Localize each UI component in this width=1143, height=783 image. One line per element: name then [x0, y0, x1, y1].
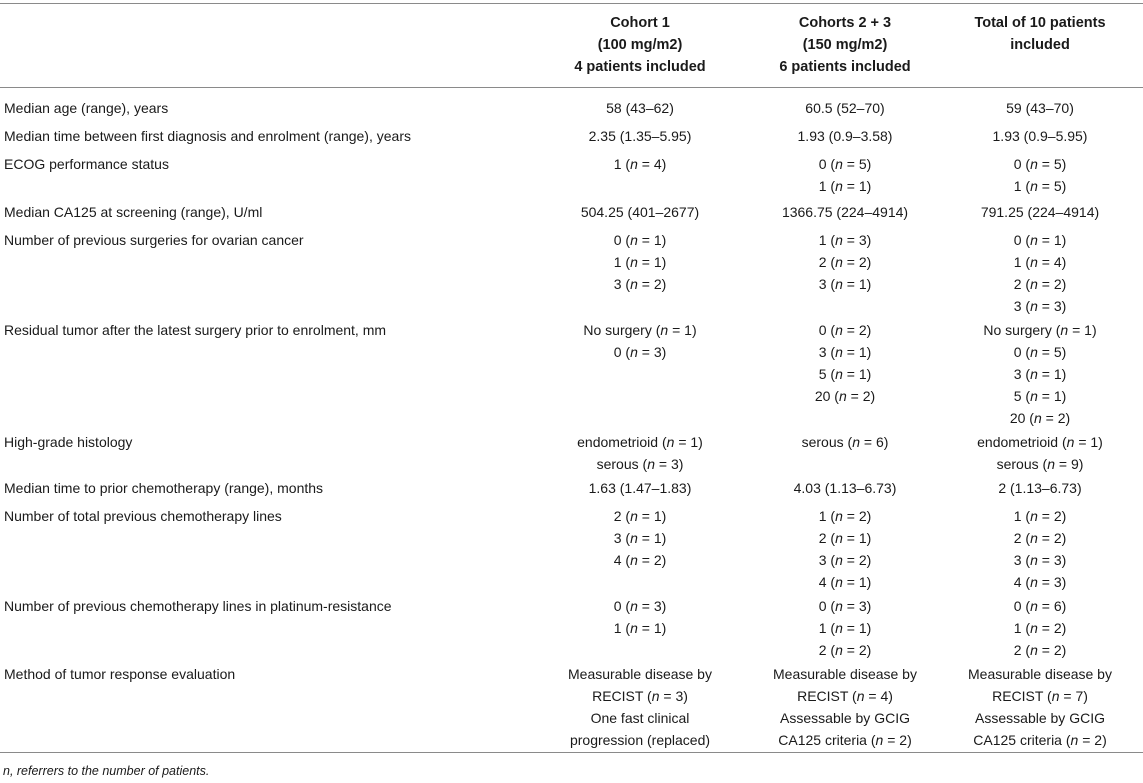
cell-line: 1 (n = 1): [818, 178, 872, 194]
row-label: ECOG performance status: [4, 156, 169, 172]
header-rule: [0, 87, 1143, 88]
cell-line: 2 (1.13–6.73): [998, 480, 1082, 496]
row-label: Median time to prior chemotherapy (range), months: [4, 480, 324, 496]
cell-c1: [540, 97, 740, 119]
cell-line: RECIST (n = 7): [992, 688, 1088, 704]
cell-line: 2 (n = 2): [1013, 642, 1067, 658]
cell-line: 1 (n = 2): [818, 508, 872, 524]
cell-line: 59 (43–70): [1006, 100, 1074, 116]
header-cohort-1-line: Cohort 1: [610, 15, 670, 31]
row-label: Median age (range), years: [4, 100, 169, 116]
cell-c1: [540, 125, 740, 147]
bottom-rule: [0, 752, 1143, 753]
cell-line: 0 (n = 1): [1013, 232, 1067, 248]
cell-c1: [540, 595, 740, 639]
cell-line: 20 (n = 2): [814, 388, 876, 404]
cell-c2: [745, 595, 945, 661]
cell-line: CA125 criteria (n = 2): [778, 732, 912, 748]
cell-line: 1 (n = 2): [1013, 508, 1067, 524]
cell-c2: [745, 505, 945, 593]
cell-line: 20 (n = 2): [1009, 410, 1071, 426]
cell-line: Measurable disease by: [773, 666, 917, 682]
header-cohorts-2-3-line: (150 mg/m2): [802, 37, 888, 53]
cell-line: endometrioid (n = 1): [977, 434, 1103, 450]
row-label: Residual tumor after the latest surgery prior to enrolment, mm: [4, 322, 387, 338]
cell-line: Measurable disease by: [568, 666, 712, 682]
cell-line: CA125 criteria (n = 2): [973, 732, 1107, 748]
header-total-line: included: [1010, 37, 1070, 53]
cell-line: 2 (n = 1): [818, 530, 872, 546]
cell-line: 504.25 (401–2677): [580, 204, 700, 220]
cell-line: 3 (n = 1): [1013, 366, 1067, 382]
cell-line: 0 (n = 3): [818, 598, 872, 614]
cell-c3: [940, 595, 1140, 661]
cell-c3: [940, 505, 1140, 593]
cell-line: 0 (n = 1): [613, 232, 667, 248]
cell-line: 1 (n = 3): [818, 232, 872, 248]
cell-line: Assessable by GCIG: [780, 710, 910, 726]
cell-line: 58 (43–62): [606, 100, 674, 116]
cell-line: 3 (n = 3): [1013, 552, 1067, 568]
cell-c1: [540, 201, 740, 223]
cell-c3: [940, 97, 1140, 119]
cell-c3: [940, 663, 1140, 751]
header-cohorts-2-3: [745, 12, 945, 78]
cell-line: 3 (n = 1): [613, 530, 667, 546]
cell-c3: [940, 153, 1140, 197]
cell-line: 0 (n = 6): [1013, 598, 1067, 614]
cell-line: Assessable by GCIG: [975, 710, 1105, 726]
cell-c2: [745, 229, 945, 295]
cell-line: 3 (n = 3): [1013, 298, 1067, 314]
cell-c1: [540, 663, 740, 751]
cell-c2: [745, 153, 945, 197]
cell-c2: [745, 125, 945, 147]
cell-c2: [745, 319, 945, 407]
header-cohorts-2-3-line: 6 patients included: [779, 59, 911, 75]
cell-line: 60.5 (52–70): [805, 100, 885, 116]
row-label: Number of previous chemotherapy lines in platinum-resistance: [4, 598, 392, 614]
cell-c3: [940, 477, 1140, 499]
header-total-line: Total of 10 patients: [974, 15, 1106, 31]
cell-line: 1.93 (0.9–5.95): [992, 128, 1088, 144]
table-footnote: n, referrers to the number of patients.: [3, 764, 210, 778]
cell-line: 2 (n = 2): [818, 254, 872, 270]
cell-line: 1 (n = 1): [818, 620, 872, 636]
cell-line: 1366.75 (224–4914): [781, 204, 909, 220]
cell-line: 0 (n = 5): [1013, 156, 1067, 172]
cell-line: 1 (n = 2): [1013, 620, 1067, 636]
cell-c3: [940, 319, 1140, 429]
cell-line: 2 (n = 2): [818, 642, 872, 658]
cell-line: 4 (n = 2): [613, 552, 667, 568]
cell-line: progression (replaced): [569, 732, 711, 748]
cell-line: No surgery (n = 1): [983, 322, 1097, 338]
cell-line: 0 (n = 5): [1013, 344, 1067, 360]
cell-c2: [745, 477, 945, 499]
cell-line: No surgery (n = 1): [583, 322, 697, 338]
row-label: Number of total previous chemotherapy lines: [4, 508, 282, 524]
cell-line: 0 (n = 2): [818, 322, 872, 338]
cell-line: endometrioid (n = 1): [577, 434, 703, 450]
cell-line: RECIST (n = 3): [592, 688, 688, 704]
header-total: [940, 12, 1140, 56]
cell-line: 0 (n = 5): [818, 156, 872, 172]
cell-c2: [745, 97, 945, 119]
cell-line: serous (n = 6): [801, 434, 889, 450]
header-cohort-1-line: (100 mg/m2): [597, 37, 683, 53]
cell-line: 1 (n = 1): [613, 254, 667, 270]
row-label: Method of tumor response evaluation: [4, 666, 236, 682]
cell-c2: [745, 201, 945, 223]
cell-c3: [940, 201, 1140, 223]
cell-line: 3 (n = 1): [818, 276, 872, 292]
cell-line: Measurable disease by: [968, 666, 1112, 682]
header-cohort-1: [540, 12, 740, 78]
header-cohort-1-line: 4 patients included: [574, 59, 706, 75]
cell-line: 3 (n = 1): [818, 344, 872, 360]
cell-c2: [745, 431, 945, 453]
cell-line: 1 (n = 4): [1013, 254, 1067, 270]
header-cohorts-2-3-line: Cohorts 2 + 3: [798, 15, 892, 31]
cell-line: 791.25 (224–4914): [980, 204, 1100, 220]
cell-line: 4 (n = 3): [1013, 574, 1067, 590]
cell-line: 3 (n = 2): [818, 552, 872, 568]
cell-line: 2 (n = 2): [1013, 276, 1067, 292]
cell-line: 5 (n = 1): [818, 366, 872, 382]
cell-line: 2 (n = 1): [613, 508, 667, 524]
cell-c2: [745, 663, 945, 751]
cell-c1: [540, 319, 740, 363]
cell-c1: [540, 431, 740, 475]
cell-line: 0 (n = 3): [613, 598, 667, 614]
cell-line: 5 (n = 1): [1013, 388, 1067, 404]
cell-line: 4.03 (1.13–6.73): [793, 480, 897, 496]
row-label: Number of previous surgeries for ovarian cancer: [4, 232, 304, 248]
row-label: Median CA125 at screening (range), U/ml: [4, 204, 263, 220]
row-label: High-grade histology: [4, 434, 133, 450]
cell-line: 4 (n = 1): [818, 574, 872, 590]
cell-line: serous (n = 3): [596, 456, 684, 472]
cell-line: 1.63 (1.47–1.83): [588, 480, 692, 496]
cell-line: 1 (n = 4): [613, 156, 667, 172]
cell-line: 0 (n = 3): [613, 344, 667, 360]
cell-c1: [540, 477, 740, 499]
cell-c3: [940, 229, 1140, 317]
cell-c1: [540, 153, 740, 175]
cell-line: 1 (n = 1): [613, 620, 667, 636]
cell-c3: [940, 125, 1140, 147]
cell-line: One fast clinical: [590, 710, 690, 726]
cell-line: 2.35 (1.35–5.95): [588, 128, 692, 144]
cell-line: 1 (n = 5): [1013, 178, 1067, 194]
cell-line: 2 (n = 2): [1013, 530, 1067, 546]
cell-c1: [540, 505, 740, 571]
row-label: Median time between first diagnosis and enrolment (range), years: [4, 128, 411, 144]
cell-line: 3 (n = 2): [613, 276, 667, 292]
top-rule: [0, 3, 1143, 4]
cell-line: RECIST (n = 4): [797, 688, 893, 704]
cell-c3: [940, 431, 1140, 475]
cell-line: 1.93 (0.9–3.58): [797, 128, 893, 144]
cell-line: serous (n = 9): [996, 456, 1084, 472]
cell-c1: [540, 229, 740, 295]
